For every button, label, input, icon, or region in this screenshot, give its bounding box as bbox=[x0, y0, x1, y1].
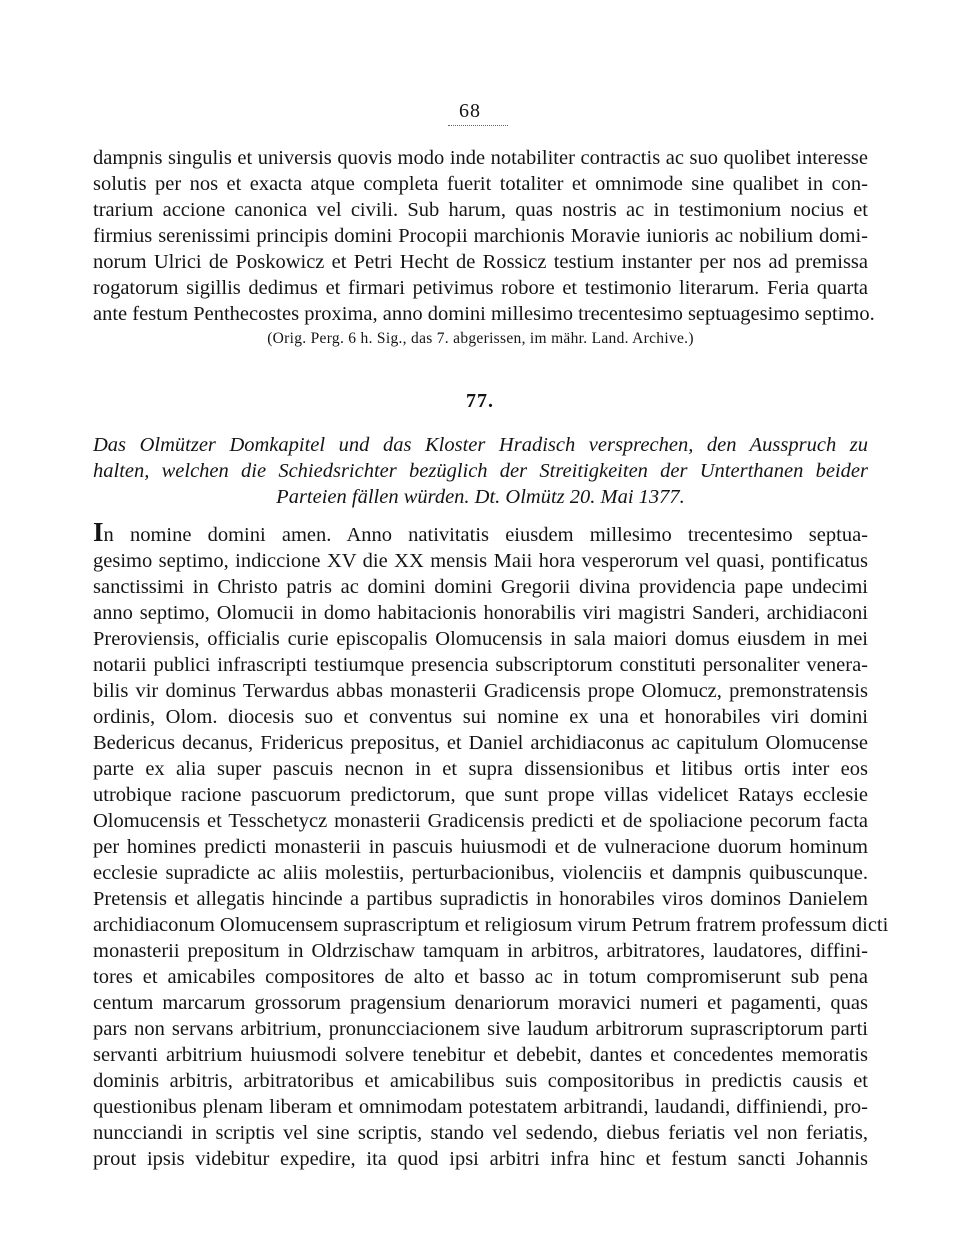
text-line: anno septimo, Olomucii in domo habitacionis honorabilis viri magistri Sanderi, archidiaconi bbox=[93, 602, 868, 624]
page-number: 68 bbox=[459, 100, 481, 122]
text-line: ordinis, Olom. diocesis suo et conventus sui nomine ex una et honorabiles viri domini bbox=[93, 706, 868, 728]
text-line: utrobique racione pascuorum predictorum, que sunt prope villas videlicet Ratays ecclesie bbox=[93, 784, 868, 806]
text-line: solutis per nos et exacta atque completa fuerit totaliter et omnimode sine qualibet in con- bbox=[93, 173, 868, 195]
text-line: servanti arbitrium huiusmodi solvere tenebitur et debebit, dantes et concedentes memoratis bbox=[93, 1044, 868, 1066]
text-line: Preroviensis, officialis curie episcopalis Olomucensis in sala maiori domus eiusdem in mei bbox=[93, 628, 868, 650]
document-heading-line: Parteien fällen würden. Dt. Olmütz 20. Mai 1377. bbox=[276, 486, 685, 508]
page-number-rule bbox=[448, 125, 508, 126]
text-line: nuncciandi in scriptis vel sine scriptis, stando vel sedendo, diebus feriatis vel non feriatis, bbox=[93, 1122, 868, 1144]
text-line: bilis vir dominus Terwardus abbas monasterii Gradicensis prope Olomucz, premonstratensis bbox=[93, 680, 868, 702]
text-line: centum marcarum grossorum pragensium denariorum moravici numeri et pagamenti, quas bbox=[93, 992, 868, 1014]
text-line: sanctissimi in Christo patris ac domini domini Gregorii divina providencia pape undecimi bbox=[93, 576, 868, 598]
text-line: parte ex alia super pascuis necnon in et supra dissensionibus et litibus ortis inter eos bbox=[93, 758, 868, 780]
document-heading-line: halten, welchen die Schiedsrichter bezüglich der Streitigkeiten der Unterthanen beider bbox=[93, 460, 868, 482]
text-line: monasterii prepositum in Oldrzischaw tamquam in arbitros, arbitratores, laudatores, diffini- bbox=[93, 940, 868, 962]
text-line: rogatorum sigillis dedimus et firmari petivimus robore et testimonio literarum. Feria quarta bbox=[93, 277, 868, 299]
text-line: Bedericus decanus, Fridericus prepositus, et Daniel archidiaconus ac capitulum Olomucense bbox=[93, 732, 868, 754]
text-line: norum Ulrici de Poskowicz et Petri Hecht de Rossicz testium instanter per nos ad premissa bbox=[93, 251, 868, 273]
text-line: notarii publici infrascripti testiumque presencia subscriptorum constituti personaliter venera- bbox=[93, 654, 868, 676]
text-line: tores et amicabiles compositores de alto et basso ac in totum compromiserunt sub pena bbox=[93, 966, 868, 988]
text-line: Olomucensis et Tesschetycz monasterii Gradicensis predicti et de spoliacione pecorum facta bbox=[93, 810, 868, 832]
document-heading-line: Das Olmützer Domkapitel und das Kloster Hradisch versprechen, den Ausspruch zu bbox=[93, 434, 868, 456]
text-line: prout ipsis videbitur expedire, ita quod ipsi arbitri infra hinc et festum sancti Johannis bbox=[93, 1148, 868, 1170]
text-line: ante festum Penthecostes proxima, anno domini millesimo trecentesimo septuagesimo septimo. bbox=[93, 303, 875, 325]
text-line: dampnis singulis et universis quovis modo inde notabiliter contractis ac suo quolibet interesse bbox=[93, 147, 868, 169]
text-line: ecclesie supradicte ac aliis molestiis, perturbacionibus, violenciis et dampnis quibuscunque. bbox=[93, 862, 868, 884]
text-line: firmius serenissimi principis domini Procopii marchionis Moravie iunioris ac nobilium domi- bbox=[93, 225, 868, 247]
text-line: Pretensis et allegatis hincinde a partibus supradictis in honorabiles viros dominos Danielem bbox=[93, 888, 868, 910]
text-line: gesimo septimo, indiccione XV die XX mensis Maii hora vesperorum vel quasi, pontificatus bbox=[93, 550, 868, 572]
body-first-line-text: n nomine domini amen. Anno nativitatis eiusdem millesimo trecentesimo septua- bbox=[103, 524, 868, 546]
initial-letter: I bbox=[93, 517, 104, 547]
text-line: dominis arbitris, arbitratoribus et amicabilibus suis compositoribus in predictis causis et bbox=[93, 1070, 868, 1092]
text-line: per homines predicti monasterii in pascuis huiusmodi et de vulneracione duorum hominum bbox=[93, 836, 868, 858]
text-line: archidiaconum Olomucensem suprascriptum et religiosum virum Petrum fratrem professum dicti bbox=[93, 914, 889, 936]
text-line: questionibus plenam liberam et omnimodam potestatem arbitrandi, laudandi, diffiniendi, pro- bbox=[93, 1096, 868, 1118]
body-first-line bbox=[93, 517, 868, 548]
text-line: pars non servans arbitrium, pronuncciacionem sive laudum arbitrorum suprascriptorum parti bbox=[93, 1018, 868, 1040]
text-line: trarium accione canonica vel civili. Sub harum, quas nostris ac in testimonium nocius et bbox=[93, 199, 868, 221]
source-note: (Orig. Perg. 6 h. Sig., das 7. abgerissen, im mähr. Land. Archive.) bbox=[267, 330, 694, 347]
document-number: 77. bbox=[466, 390, 494, 412]
